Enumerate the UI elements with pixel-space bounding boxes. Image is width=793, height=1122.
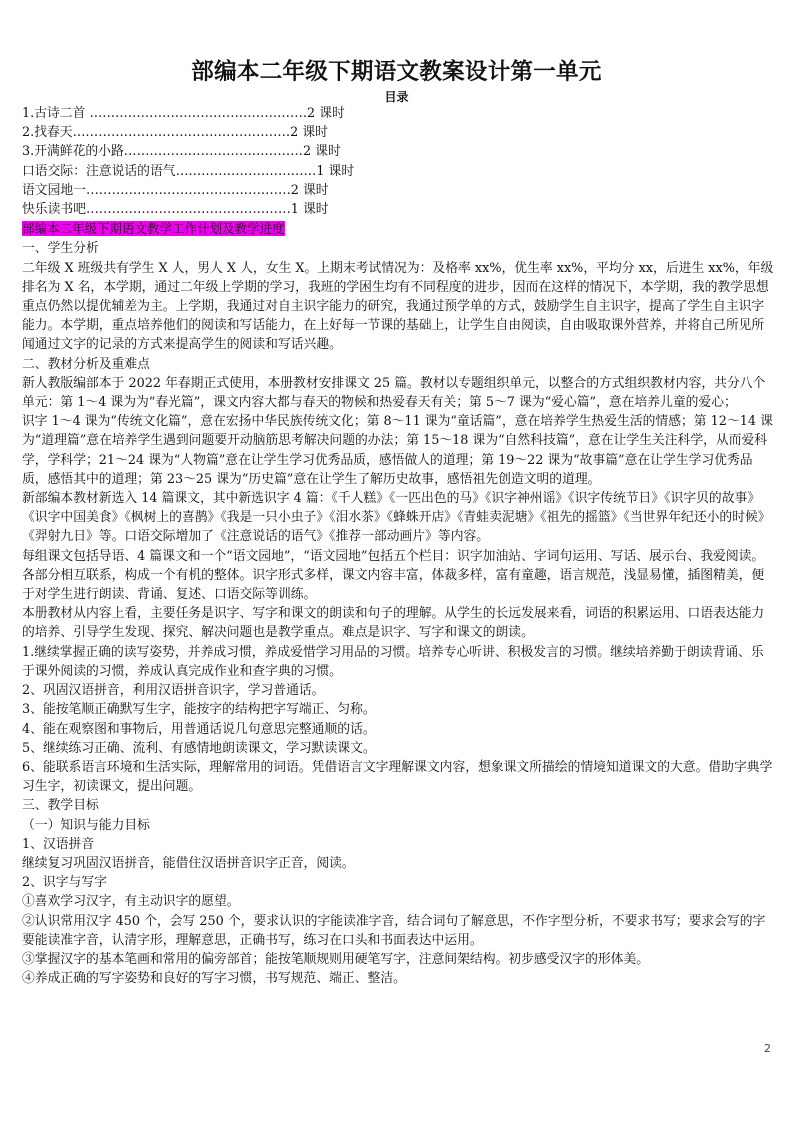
toc-entry: 1.古诗二首 ……………………………………………2 课时 [22,106,345,121]
toc-entry: 3.开满鲜花的小路……………………………………2 课时 [22,144,341,160]
document-body [22,104,774,988]
numbered-item: 3、能按笔顺正确默写生字，能按字的结构把字写端正、匀称。 [22,702,376,718]
toc-entry: 语文园地一…………………………………………2 课时 [22,182,329,198]
numbered-item: 2、巩固汉语拼音，利用汉语拼音识字，学习普通话。 [22,683,325,699]
section-heading: 一、学生分析 [22,241,99,257]
subsection-heading: （一）知识与能力目标 [22,817,150,833]
toc-entry: 快乐读书吧…………………………………………1 课时 [22,202,329,218]
body-paragraph: 继续复习巩固汉语拼音，能借住汉语拼音识字正音，阅读。 [22,855,355,871]
body-paragraph: 新部编本教材新选入 14 篇课文，其中新选识字 4 篇：《千人糕》《一匹出色的马》《识字神州谣》《识字传统节日》《识字贝的故事》《识字中国美食》《枫树上的喜鹊》《我是一只小虫子》《泪水茶》《蜂蛛开店》《青蛙卖泥塘》《祖先的摇篮》《当世界年纪还小的时候》《羿射九日》等。口语交际增加了《注意说话的语气》《推荐一部动画片》等内容。 [22,491,771,545]
body-paragraph: 本册教材从内容上看，主要任务是识字、写字和课文的朗读和句子的理解。从学生的长远发展来看，词语的积累运用、口语表达能力的培养、引导学生发现、探究、解决问题也是教学重点。难点是识字、写字和课文的朗读。 [22,606,765,641]
subsection-heading: 2、识字与写字 [22,875,107,891]
numbered-item: 6、能联系语言环境和生活实际，理解常用的词语。凭借语言文字理解课文内容，想象课文所描绘的情境知道课文的大意。借助字典学习生字，初读课文，提出问题。 [22,759,773,795]
highlight-heading-line [22,219,774,239]
toc-entry: 2.找春天……………………………………………2 课时 [22,125,328,141]
numbered-item: ③掌握汉字的基本笔画和常用的偏旁部首；能按笔顺规则用硬笔写字，注意间架结构。初步感受汉字的形体美。 [22,951,650,967]
toc-entry: 口语交际：注意说话的语气……………………………1 课时 [22,163,355,179]
body-paragraph: 新人教版编部本于 2022 年春期正式使用，本册教材安排课文 25 篇。教材以专题组织单元，以整合的方式组织教材内容，共分八个单元：第 1～4 课为为“春光篇”，课文内容大都与春天的物候和热爱春天有关；第 5～7 课为“爱心篇”，意在培养儿童的爱心； [22,375,766,411]
numbered-item: 5、继续练习正确、流利、有感情地朗读课文，学习默读课文。 [22,740,376,756]
section-heading: 三、教学目标 [22,798,99,814]
highlighted-section-heading: 部编本二年级下期语文教学工作计划及教学进度 [22,221,285,237]
numbered-item: 4、能在观察图和事物后，用普通话说几句意思完整通顺的话。 [22,721,376,737]
numbered-item: 1.继续掌握正确的读写姿势，并养成习惯，养成爱惜学习用品的习惯。培养专心听讲、积极发言的习惯。继续培养勤于朗读背诵、乐于课外阅读的习惯，养成认真完成作业和查字典的习惯。 [22,644,764,679]
toc-heading: 目录 [384,90,409,104]
numbered-item: ④养成正确的写字姿势和良好的写字习惯，书写规范、端正、整洁。 [22,971,406,987]
subsection-heading: 1、汉语拼音 [22,836,95,852]
document-title: 部编本二年级下期语文教案设计第一单元 [191,59,602,85]
section-heading: 二、教材分析及重难点 [22,356,150,372]
body-paragraph: 识字 1～4 课为“传统文化篇”，意在宏扬中华民族传统文化；第 8～11 课为“童话篇”，意在培养学生热爱生活的情感；第 12～14 课为“道理篇”意在培养学生遇到问题要开动脑筋思考解决问题的办法；第 15～18 课为“自然科技篇”，意在让学生关注科学，从而爱科学，学科学；21～24 课为“人物篇”意在让学生学习优秀品质，感悟做人的道理；第 19～22 课为“故事篇”意在让学生学习优秀品质，感悟其中的道理；第 23～25 课为“历史篇”意在让学生了解历史故事，感悟祖先创造文明的道理。 [22,414,773,487]
page-number: 2 [764,1042,771,1055]
body-paragraph: 每组课文包括导语、4 篇课文和一个“语文园地”，“语文园地”包括五个栏目：识字加油站、字词句运用、写话、展示台、我爱阅读。 [22,548,765,564]
body-paragraph: 二年级 X 班级共有学生 X 人，男人 X 人，女生 X。上期末考试情况为：及格率 xx%，优生率 xx%，平均分 xx，后进生 xx%，年级排名为 X 名，本学期，通过二年级上学期的学习，我班的学困生均有不同程度的进步，因而在这样的情况下，本学期，我的教学思想重点仍然以提优辅差为主。上学期，我通过对自主识字能力的研究，我通过预学单的方式，鼓励学生自主识字，提高了学生自主识字能力。本学期，重点培养他们的阅读和写话能力，在上好每一节课的基础上，让学生自由阅读，自由吸取课外营养，并将自己所见所闻通过文字的记录的方式来提高学生的阅读和写话兴趣。 [22,260,774,353]
numbered-item: ①喜欢学习汉字，有主动识字的愿望。 [22,894,240,910]
numbered-item: ②认识常用汉字 450 个，会写 250 个，要求认识的字能读准字音，结合词句了解意思，不作字型分析，不要求书写；要求会写的字要能读准字音，认清字形，理解意思，正确书写，练习在口头和书面表达中运用。 [22,913,766,948]
body-paragraph: 各部分相互联系，构成一个有机的整体。识字形式多样，课文内容丰富，体裁多样，富有童趣，语言规范，浅显易懂，插图精美，便于对学生进行朗读、背诵、复述、口语交际等训练。 [22,567,765,603]
